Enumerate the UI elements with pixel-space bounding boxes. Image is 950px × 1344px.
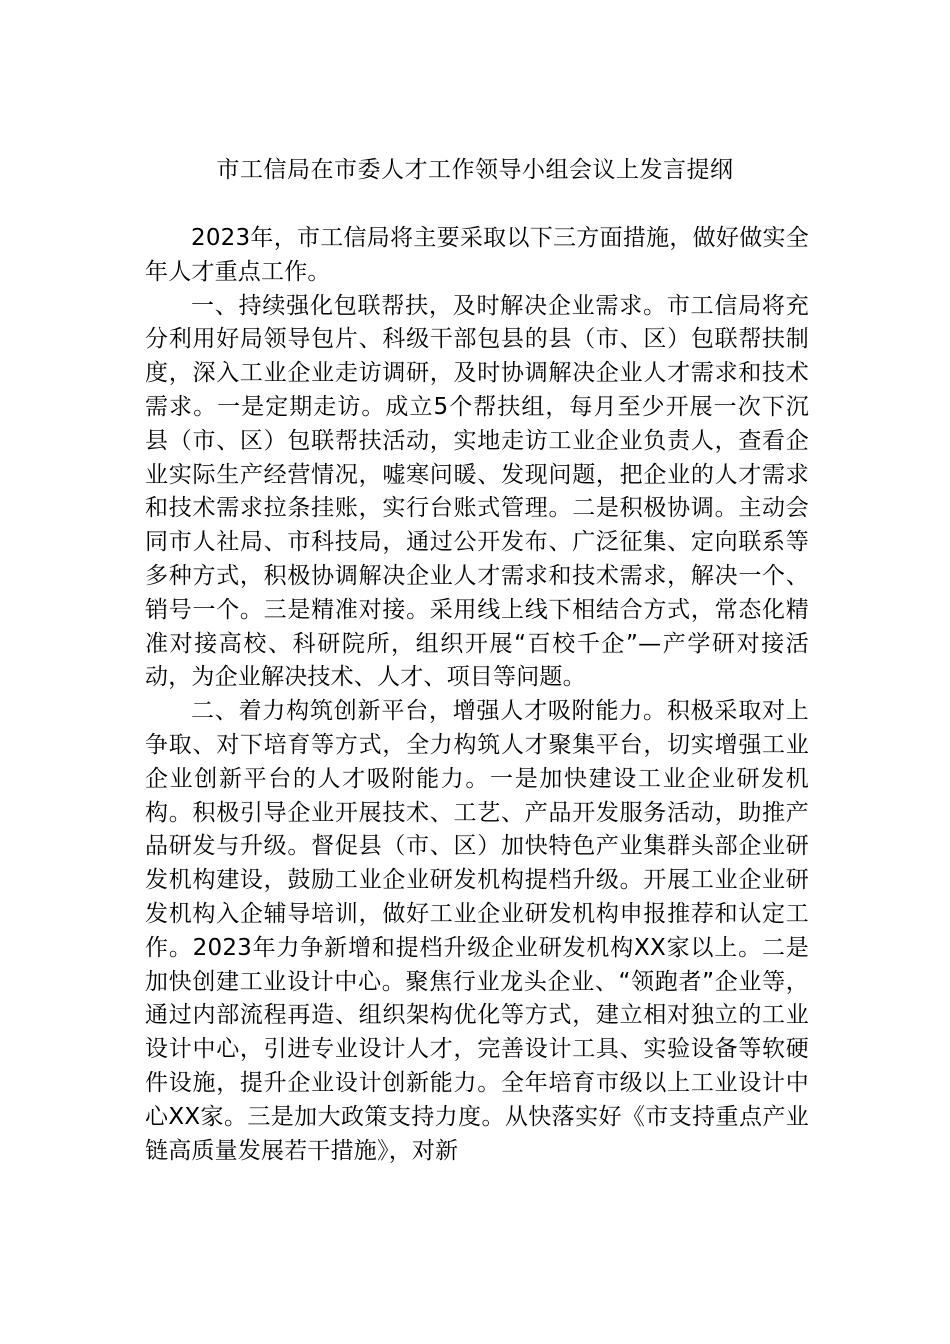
document-body	[145, 222, 809, 1168]
section-one-paragraph: 一、持续强化包联帮扶，及时解决企业需求。市工信局将充分利用好局领导包片、科级干部包县的县（市、区）包联帮扶制度，深入工业企业走访调研，及时协调解决企业人才需求和技术需求。一是定期走访。成立5个帮扶组，每月至少开展一次下沉县（市、区）包联帮扶活动，实地走访工业企业负责人，查看企业实际生产经营情况，嘘寒问暖、发现问题，把企业的人才需求和技术需求拉条挂账，实行台账式管理。二是积极协调。主动会同市人社局、市科技局，通过公开发布、广泛征集、定向联系等多种方式，积极协调解决企业人才需求和技术需求，解决一个、销号一个。三是精准对接。采用线上线下相结合方式，常态化精准对接高校、科研院所，组织开展“百校千企”—产学研对接活动，为企业解决技术、人才、项目等问题。	[145, 292, 809, 691]
document-title: 市工信局在市委人才工作领导小组会议上发言提纲	[216, 157, 734, 183]
section-two-paragraph: 二、着力构筑创新平台，增强人才吸附能力。积极采取对上争取、对下培育等方式，全力构筑人才聚集平台，切实增强工业企业创新平台的人才吸附能力。一是加快建设工业企业研发机构。积极引导企业开展技术、工艺、产品开发服务活动，助推产品研发与升级。督促县（市、区）加快特色产业集群头部企业研发机构建设，鼓励工业企业研发机构提档升级。开展工业企业研发机构入企辅导培训，做好工业企业研发机构申报推荐和认定工作。2023年力争新增和提档升级企业研发机构XX家以上。二是加快创建工业设计中心。聚焦行业龙头企业、“领跑者”企业等，通过内部流程再造、组织架构优化等方式，建立相对独立的工业设计中心，引进专业设计人才，完善设计工具、实验设备等软硬件设施，提升企业设计创新能力。全年培育市级以上工业设计中心XX家。三是加大政策支持力度。从快落实好《市支持重点产业链高质量发展若干措施》，对新	[145, 698, 809, 1164]
intro-paragraph: 2023年，市工信局将主要采取以下三方面措施，做好做实全年人才重点工作。	[145, 225, 809, 285]
